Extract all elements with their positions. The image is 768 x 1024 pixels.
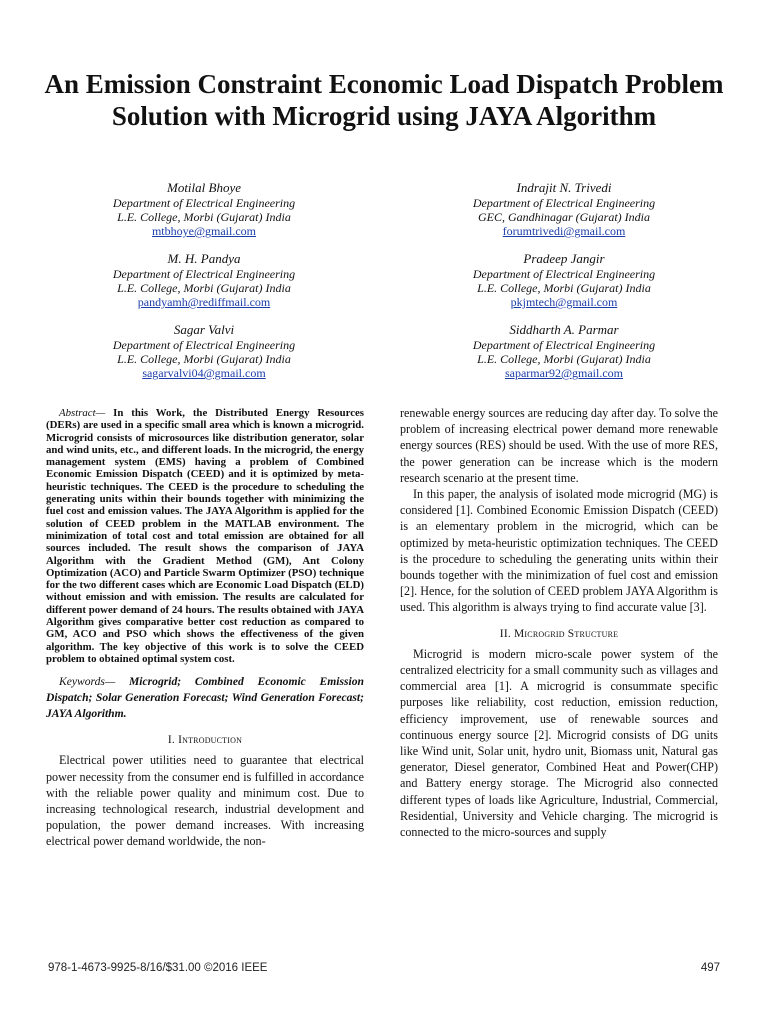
author-affiliation: L.E. College, Morbi (Gujarat) India: [477, 281, 651, 295]
author-affiliation: GEC, Gandhinagar (Gujarat) India: [478, 210, 650, 224]
author-department: Department of Electrical Engineering: [472, 338, 656, 352]
keywords: [46, 674, 364, 722]
right-column: [400, 405, 718, 840]
author-affiliation: L.E. College, Morbi (Gujarat) India: [117, 210, 291, 224]
author-department: Department of Electrical Engineering: [112, 338, 296, 352]
introduction-paragraph: Electrical power utilities need to guarantee that electrical power necessity from the consumer end is fulfilled in accordance with the reliable power quality and minimum cost. Due to increasing technological research, industrial development and population, the power demand increases. With increasing electrical power demand worldwide, the non-: [46, 753, 364, 849]
author-block: [414, 322, 714, 380]
author-affiliation: L.E. College, Morbi (Gujarat) India: [477, 352, 651, 366]
footer-copyright: 978-1-4673-9925-8/16/$31.00 ©2016 IEEE: [48, 962, 268, 974]
author-department: Department of Electrical Engineering: [112, 196, 296, 210]
author-email-link[interactable]: pandyamh@rediffmail.com: [137, 295, 271, 309]
keywords-text: Microgrid; Combined Economic Emission Dispatch; Solar Generation Forecast; Wind Generation Forecast; JAYA Algorithm.: [46, 675, 365, 721]
author-department: Department of Electrical Engineering: [472, 267, 656, 281]
author-email-link[interactable]: mtbhoye@gmail.com: [151, 224, 257, 238]
abstract-text: In this Work, the Distributed Energy Resources (DERs) are used in a specific small area which is known a microgrid. Microgrid consists of microsources like distribution generator, solar and wind units, etc., and different loads. In the microgrid, the energy management system (EMS) having a problem of Combined Economic Emission Dispatch (CEED) and it is optimized by meta-heuristic techniques. The CEED is the procedure to scheduling the generating units within their bounds together with minimizing the fuel cost and emission values. The JAYA Algorithm is applied for the solution of CEED problem in the MATLAB environment. The minimization of total cost and total emission are obtained for all sources included. The result shows the comparison of JAYA Algorithm with the Gradient Method (GM), Ant Colony Optimization (ACO) and Particle Swarm Optimizer (PSO) technique for the two different cases which are Economic Load Dispatch (ELD) without emission and with emission. The results are calculated for different power demand of 24 hours. The results obtained with JAYA Algorithm gives comparative better cost reduction as compared to GM, ACO and PSO which shows the effectiveness of the given algorithm. The key objective of this work is to solve the CEED problem to obtained optimal system cost.: [46, 407, 364, 665]
author-email-link[interactable]: sagarvalvi04@gmail.com: [142, 366, 266, 380]
author-email-link[interactable]: pkjmtech@gmail.com: [510, 295, 618, 309]
author-name: Indrajit N. Trivedi: [516, 180, 612, 195]
author-affiliation: L.E. College, Morbi (Gujarat) India: [117, 352, 291, 366]
author-name: Pradeep Jangir: [523, 251, 605, 266]
page-number: 497: [700, 962, 720, 974]
author-block: [414, 251, 714, 309]
author-block: [54, 180, 354, 238]
author-name: Siddharth A. Parmar: [509, 322, 619, 337]
keywords-lead: Keywords—: [59, 675, 116, 689]
author-block: [54, 251, 354, 309]
body-paragraph: renewable energy sources are reducing day after day. To solve the problem of increasing electrical power demand more renewable energy sources (RES) should be used. With the use of more RES, the power generation can be increase which is the modern research scenario at the present time.: [400, 406, 718, 485]
author-department: Department of Electrical Engineering: [472, 196, 656, 210]
abstract: [46, 407, 364, 665]
author-block: [54, 322, 354, 380]
author-name: M. H. Pandya: [167, 251, 241, 266]
author-email-link[interactable]: forumtrivedi@gmail.com: [502, 224, 626, 238]
abstract-lead: Abstract—: [59, 407, 106, 419]
paper-title: An Emission Constraint Economic Load Dispatch Problem Solution with Microgrid using JAYA Algorithm: [44, 69, 724, 131]
body-paragraph: Microgrid is modern micro-scale power system of the centralized electricity for a small community such as villages and commercial area [1]. A microgrid is consummate specific purposes like reliability, cost reduction, emission reduction, efficiency improvement, use of renewable sources and continuous energy source [2]. Microgrid consists of DG units like Wind unit, Solar unit, hydro unit, Biomass unit, Natural gas generator, Diesel generator, Combined Heat and Power(CHP) and Battery energy storage. The Microgrid also connected different types of loads like Agriculture, Industrial, Commercial, Residential, University and Vehicle charging. The microgrid is connected to the micro-sources and supply: [400, 646, 718, 840]
section-heading-introduction: I. Introduction: [167, 734, 243, 747]
left-column: [46, 407, 364, 850]
section-heading-microgrid-structure: II. Microgrid Structure: [499, 627, 619, 640]
author-name: Motilal Bhoye: [166, 180, 241, 195]
author-affiliation: L.E. College, Morbi (Gujarat) India: [117, 281, 291, 295]
author-name: Sagar Valvi: [173, 322, 235, 337]
author-email-link[interactable]: saparmar92@gmail.com: [504, 366, 623, 380]
author-department: Department of Electrical Engineering: [112, 267, 296, 281]
author-block: [414, 180, 714, 238]
body-paragraph: In this paper, the analysis of isolated mode microgrid (MG) is considered [1]. Combined Economic Emission Dispatch (CEED) is an elementary problem in the microgrid, which can be optimized by meta-heuristic optimization techniques. The CEED is the procedure to scheduling the generating units within their bounds together with the minimization of fuel cost and emission [2]. Hence, for the solution of CEED problem JAYA Algorithm is used. This algorithm is always trying to find accurate value [3].: [400, 487, 718, 615]
